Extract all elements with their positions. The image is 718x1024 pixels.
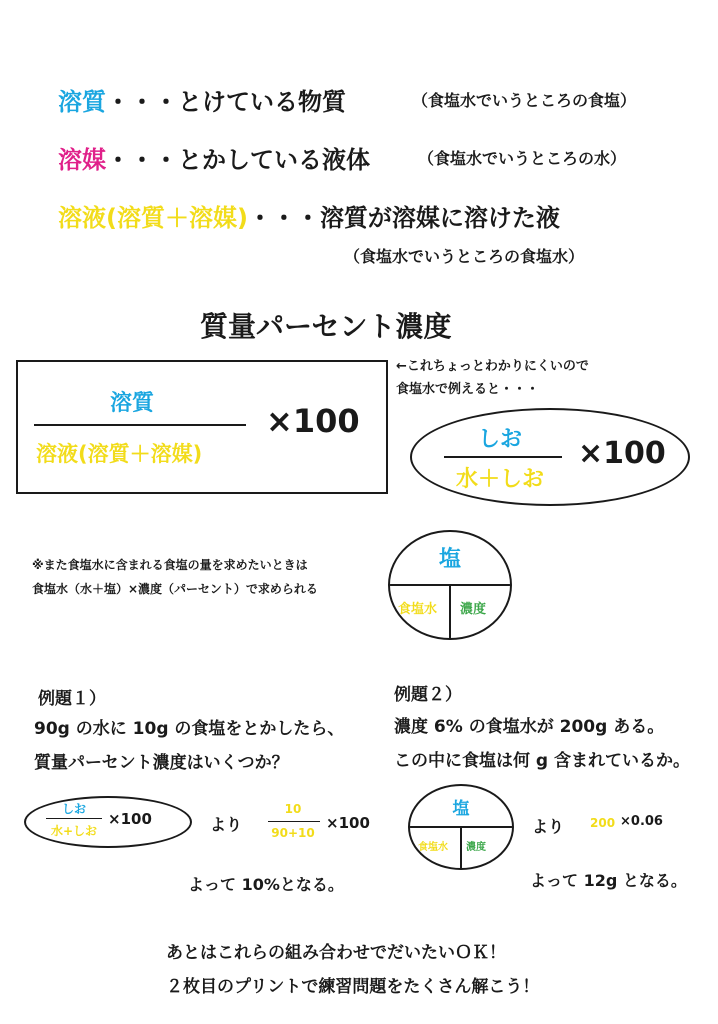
salt-fraction-line <box>444 456 562 458</box>
side-note-line2: 食塩水で例えると・・・ <box>396 382 540 397</box>
footer-line2: ２枚目のプリントで練習問題をたくさん解こう！ <box>166 977 540 997</box>
example1-question-line1: 90g の水に 10g の食塩をとかしたら、 <box>34 719 345 739</box>
example2-calc-times: ×0.06 <box>620 814 663 829</box>
example1-small-fraction-line <box>46 818 102 819</box>
solute-dots: ・・・ <box>106 88 178 116</box>
example2-question-line1: 濃度 6% の食塩水が 200g ある。 <box>394 717 665 737</box>
solute-desc: とけている物質 <box>178 88 346 116</box>
example1-answer: よって 10%となる。 <box>188 875 344 894</box>
pie-right-label: 濃度 <box>460 602 487 617</box>
salt-times: ×100 <box>578 436 666 471</box>
example1-from: より <box>210 815 243 834</box>
salt-denominator: 水＋しお <box>455 467 544 492</box>
example2-pie-right-label: 濃度 <box>466 842 486 853</box>
solution-term: 溶液(溶質＋溶媒) <box>58 204 248 232</box>
example1-calc-fraction-line <box>268 821 320 822</box>
pie-divider-vertical <box>449 586 451 638</box>
solute-example: （食塩水でいうところの食塩） <box>412 91 637 110</box>
example2-pie-top-label: 塩 <box>452 799 470 819</box>
example1-calc-numerator: 10 <box>284 802 302 816</box>
extra-note-line2: 食塩水（水＋塩）×濃度（パーセント）で求められる <box>32 582 318 596</box>
solution-desc: 溶質が溶媒に溶けた液 <box>319 204 560 232</box>
definition-solute <box>58 82 346 117</box>
pie-top-label: 塩 <box>438 547 461 572</box>
example1-question-line2: 質量パーセント濃度はいくつか？ <box>34 753 289 773</box>
extra-note-line1: ※また食塩水に含まれる食塩の量を求めたいときは <box>32 558 308 572</box>
side-note-line1: ←これちょっとわかりにくいので <box>396 359 589 374</box>
solution-dots: ・・・ <box>247 204 320 232</box>
solute-term: 溶質 <box>58 88 106 116</box>
pie-left-label: 食塩水 <box>398 602 438 617</box>
solvent-dots: ・・・ <box>106 146 178 174</box>
definition-solution <box>58 198 560 233</box>
formula-denominator: 溶液(溶質＋溶媒) <box>36 442 203 466</box>
formula-numerator: 溶質 <box>109 391 154 416</box>
example2-question-line2: この中に食塩は何 g 含まれているか。 <box>394 751 691 771</box>
example2-answer: よって 12g となる。 <box>530 871 687 890</box>
definition-solvent <box>58 140 370 175</box>
example1-small-denominator: 水+しお <box>50 824 98 838</box>
salt-numerator: しお <box>477 427 522 452</box>
section-title: 質量パーセント濃度 <box>200 310 452 343</box>
example2-from: より <box>532 817 565 836</box>
example2-label: 例題２） <box>394 685 462 705</box>
example1-small-numerator: しお <box>61 802 86 816</box>
footer-line1: あとはこれらの組み合わせでだいたいＯＫ！ <box>166 943 506 963</box>
formula-fraction-line <box>34 424 246 426</box>
example1-calc-times: ×100 <box>326 814 370 832</box>
formula-times: ×100 <box>266 402 360 440</box>
example1-calc-denominator: 90+10 <box>271 826 315 840</box>
solution-example: （食塩水でいうところの食塩水） <box>344 247 585 266</box>
solvent-example: （食塩水でいうところの水） <box>418 149 627 168</box>
solvent-desc: とかしている液体 <box>178 146 370 174</box>
example2-pie-left-label: 食塩水 <box>418 842 448 853</box>
example2-pie-divider-vertical <box>460 828 462 868</box>
example1-label: 例題１） <box>38 689 106 709</box>
example1-small-times: ×100 <box>108 810 152 828</box>
solvent-term: 溶媒 <box>58 146 106 174</box>
example2-calc-value: 200 <box>590 816 616 830</box>
